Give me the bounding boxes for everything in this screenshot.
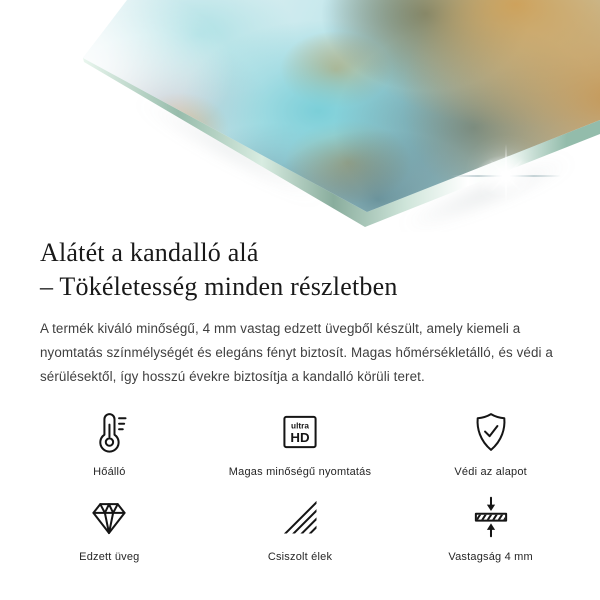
feature-polished-edges [205, 494, 396, 563]
product-image [0, 0, 600, 232]
feature-thickness [395, 494, 586, 563]
feature-label: Edzett üveg [79, 551, 140, 563]
feature-protects-base [395, 409, 586, 478]
feature-label: Hőálló [93, 466, 126, 478]
ultra-hd-icon [278, 409, 322, 455]
page-title [0, 232, 600, 304]
page-title-line2: – Tökéletesség minden részletben [40, 272, 398, 301]
feature-label: Vastagság 4 mm [448, 551, 533, 563]
feature-label: Magas minőségű nyomtatás [228, 466, 372, 478]
shield-check-icon [469, 409, 513, 455]
feature-label: Védi az alapot [454, 466, 527, 478]
polished-edge-icon [278, 494, 322, 540]
diamond-icon [87, 494, 131, 540]
thickness-icon [469, 494, 513, 540]
feature-tempered-glass [14, 494, 205, 563]
feature-print-quality [205, 409, 396, 478]
ultra-hd-badge-top: ultra [291, 421, 309, 431]
page-title-line1: Alátét a kandalló alá [40, 238, 259, 267]
ultra-hd-badge-bottom: HD [290, 430, 310, 446]
product-description: A termék kiváló minőségű, 4 mm vastag edzett üvegből készült, amely kiemeli a nyomtatás színmélységét és elegáns fényt biztosít. Magas hőmérsékletálló, és védi a sérülésektől, így hosszú évekre biztosítja a kandalló körüli teret. [40, 321, 553, 384]
features-grid [0, 409, 600, 563]
thermometer-icon [87, 409, 131, 455]
feature-heat-resistant [14, 409, 205, 478]
feature-label: Csiszolt élek [267, 551, 333, 563]
